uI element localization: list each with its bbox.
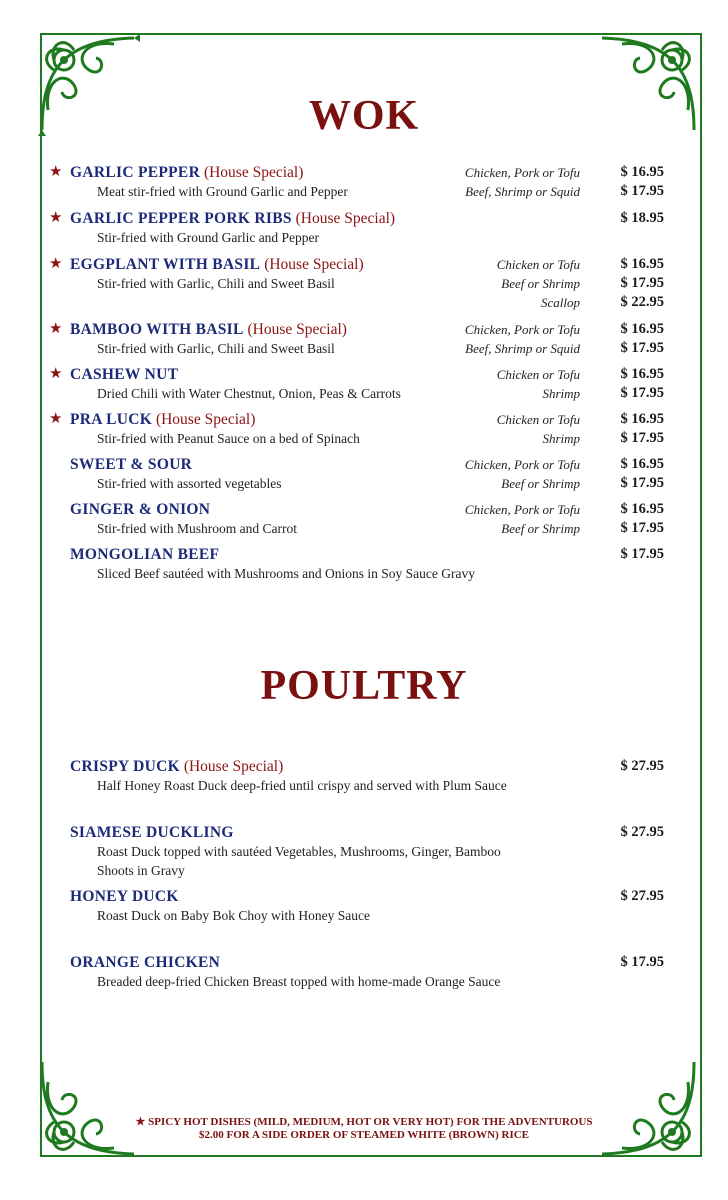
- menu-item-crispy-duck: [70, 757, 664, 795]
- item-name: SWEET & SOUR: [70, 456, 193, 473]
- item-prices: [621, 953, 665, 972]
- spicy-star-icon: ★: [49, 210, 63, 226]
- item-name: CRISPY DUCK: [70, 758, 180, 775]
- wok-section-title: WOK: [308, 93, 420, 139]
- item-price: $ 17.95: [620, 954, 664, 970]
- item-description: Dried Chili with Water Chestnut, Onion, Peas & Carrots: [97, 386, 401, 401]
- item-name-line: [70, 209, 664, 228]
- item-prices: [621, 887, 665, 906]
- house-special-label: (House Special): [291, 210, 396, 227]
- protein-option: Beef, Shrimp or Squid: [465, 341, 580, 356]
- item-prices: [621, 320, 665, 358]
- item-name-line: [70, 545, 664, 564]
- footer-line-spicy: [0, 1116, 728, 1129]
- item-price: $ 17.95: [620, 546, 664, 562]
- item-description: Half Honey Roast Duck deep-fried until crispy and served with Plum Sauce: [97, 778, 507, 793]
- protein-option: Chicken or Tofu: [496, 257, 580, 272]
- item-prices: [621, 365, 665, 403]
- spicy-star-icon: ★: [135, 1116, 146, 1128]
- menu-item-sweet-and-sour: [70, 455, 664, 493]
- item-name: GARLIC PEPPER: [70, 164, 201, 181]
- item-prices: [621, 545, 665, 564]
- menu-item-eggplant-with-basil: [49, 255, 664, 310]
- item-price: $ 17.95: [620, 385, 664, 401]
- item-description: Shoots in Gravy: [97, 863, 185, 878]
- protein-option: Shrimp: [542, 431, 580, 446]
- item-description: Stir-fried with Peanut Sauce on a bed of Spinach: [97, 431, 360, 446]
- poultry-section-title: POULTRY: [260, 663, 468, 709]
- spicy-star-icon: ★: [49, 411, 63, 427]
- item-name: GARLIC PEPPER PORK RIBS: [70, 210, 292, 227]
- menu-item-mongolian-beef: [70, 545, 664, 583]
- footer-spicy-text: SPICY HOT DISHES (MILD, MEDIUM, HOT OR VERY HOT) FOR THE ADVENTUROUS: [148, 1116, 593, 1128]
- protein-option: Chicken, Pork or Tofu: [464, 322, 580, 337]
- spicy-star-icon: ★: [49, 164, 63, 180]
- item-price: $ 16.95: [620, 256, 664, 272]
- item-name: BAMBOO WITH BASIL: [70, 321, 244, 338]
- spicy-star-icon: ★: [49, 321, 63, 337]
- protein-option: Chicken, Pork or Tofu: [464, 502, 580, 517]
- item-description: Roast Duck on Baby Bok Choy with Honey Sauce: [97, 908, 370, 923]
- spicy-star-icon: ★: [49, 366, 63, 382]
- item-prices: [621, 500, 665, 538]
- menu-item-garlic-pepper-pork-ribs: [49, 209, 664, 247]
- item-name: EGGPLANT WITH BASIL: [70, 256, 261, 273]
- item-description: Stir-fried with Ground Garlic and Pepper: [97, 230, 320, 245]
- item-description: Stir-fried with Garlic, Chili and Sweet Basil: [97, 341, 335, 356]
- corner-ornament-bottom-right: [592, 1052, 702, 1162]
- item-name: GINGER & ONION: [70, 501, 211, 518]
- house-special-label: (House Special): [260, 256, 364, 273]
- item-protein-options: [465, 320, 580, 358]
- item-name: CASHEW NUT: [70, 366, 179, 383]
- footer-line-rice: $2.00 FOR A SIDE ORDER OF STEAMED WHITE (BROWN) RICE: [198, 1129, 530, 1141]
- item-prices: [621, 757, 665, 776]
- item-description: Sliced Beef sautéed with Mushrooms and Onions in Soy Sauce Gravy: [97, 566, 475, 581]
- item-name: HONEY DUCK: [70, 888, 179, 905]
- menu-footer: [0, 1116, 728, 1142]
- item-price: $ 18.95: [620, 210, 664, 226]
- item-prices: [621, 163, 665, 201]
- item-protein-options: [497, 410, 580, 448]
- menu-item-ginger-and-onion: [70, 500, 664, 538]
- menu-item-bamboo-with-basil: [49, 320, 664, 358]
- item-price: $ 17.95: [620, 475, 664, 491]
- item-price: $ 16.95: [620, 411, 664, 427]
- protein-option: Beef or Shrimp: [501, 521, 580, 536]
- item-name: MONGOLIAN BEEF: [70, 546, 220, 563]
- item-name-line: [70, 757, 664, 776]
- item-name-line: [70, 823, 664, 842]
- protein-option: Chicken, Pork or Tofu: [464, 165, 580, 180]
- item-prices: [621, 255, 665, 312]
- item-price: $ 27.95: [620, 824, 664, 840]
- item-description: Roast Duck topped with sautéed Vegetables, Mushrooms, Ginger, Bamboo: [97, 844, 501, 859]
- item-price: $ 16.95: [620, 164, 664, 180]
- item-price: $ 27.95: [620, 758, 664, 774]
- house-special-label: (House Special): [200, 164, 304, 181]
- item-prices: [621, 209, 665, 228]
- house-special-label: (House Special): [152, 411, 256, 428]
- item-price: $ 16.95: [620, 366, 664, 382]
- item-price: $ 16.95: [620, 501, 664, 517]
- protein-option: Beef, Shrimp or Squid: [465, 184, 580, 199]
- menu-item-siamese-duckling: [70, 823, 664, 880]
- item-price: $ 17.95: [620, 520, 664, 536]
- item-name-line: [70, 953, 664, 972]
- item-price: $ 17.95: [620, 430, 664, 446]
- item-price: $ 22.95: [620, 294, 664, 310]
- house-special-label: (House Special): [179, 758, 284, 775]
- protein-option: Shrimp: [542, 386, 580, 401]
- item-protein-options: [465, 455, 580, 493]
- spicy-star-icon: ★: [49, 256, 63, 272]
- item-price: $ 17.95: [620, 183, 664, 199]
- item-name: ORANGE CHICKEN: [70, 954, 221, 971]
- item-price: $ 16.95: [620, 456, 664, 472]
- item-price: $ 17.95: [620, 340, 664, 356]
- corner-ornament-bottom-left: [34, 1052, 144, 1162]
- item-prices: [621, 455, 665, 493]
- item-description: Breaded deep-fried Chicken Breast topped with home-made Orange Sauce: [97, 974, 501, 989]
- item-price: $ 17.95: [620, 275, 664, 291]
- house-special-label: (House Special): [243, 321, 347, 338]
- item-protein-options: [497, 255, 580, 312]
- item-price: $ 27.95: [620, 888, 664, 904]
- item-protein-options: [465, 163, 580, 201]
- protein-option: Chicken or Tofu: [496, 412, 580, 427]
- menu-item-cashew-nut: [49, 365, 664, 403]
- menu-item-honey-duck: [70, 887, 664, 925]
- protein-option: Scallop: [541, 295, 580, 310]
- item-prices: [621, 823, 665, 842]
- protein-option: Beef or Shrimp: [501, 276, 580, 291]
- item-name: PRA LUCK: [70, 411, 153, 428]
- menu-item-garlic-pepper: [49, 163, 664, 201]
- item-name-line: [70, 887, 664, 906]
- item-description: Meat stir-fried with Ground Garlic and Pepper: [97, 184, 348, 199]
- protein-option: Chicken, Pork or Tofu: [464, 457, 580, 472]
- item-description: Stir-fried with Garlic, Chili and Sweet Basil: [97, 276, 335, 291]
- item-name: SIAMESE DUCKLING: [70, 824, 234, 841]
- protein-option: Beef or Shrimp: [501, 476, 580, 491]
- item-price: $ 16.95: [620, 321, 664, 337]
- menu-item-orange-chicken: [70, 953, 664, 991]
- menu-item-pra-luck: [49, 410, 664, 448]
- item-protein-options: [497, 365, 580, 403]
- item-protein-options: [465, 500, 580, 538]
- item-prices: [621, 410, 665, 448]
- protein-option: Chicken or Tofu: [496, 367, 580, 382]
- item-description: Stir-fried with Mushroom and Carrot: [97, 521, 297, 536]
- item-description: Stir-fried with assorted vegetables: [97, 476, 282, 491]
